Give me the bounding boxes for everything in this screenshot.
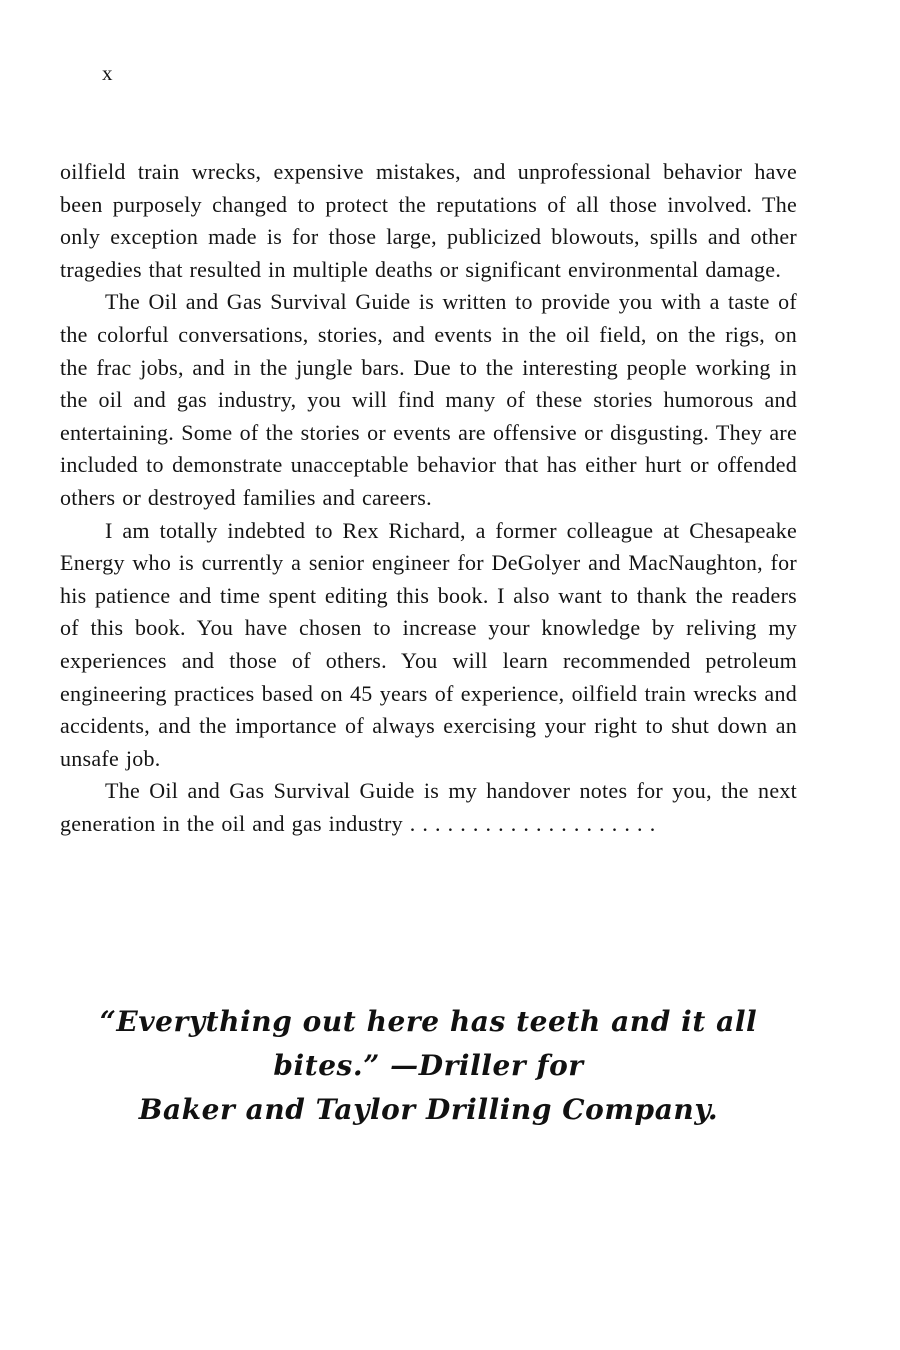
paragraph-1: oilfield train wrecks, expensive mistakes, and unprofessional behavior have been purposely changed to protect the reputations of all those involved. The only exception made is for those large, publicized blowouts, spills and other tragedies that resulted in multiple deaths or significant environmental damage. — [60, 159, 797, 282]
epigraph-line-2: Baker and Taylor Drilling Company. — [138, 1093, 719, 1126]
body-text — [60, 156, 797, 840]
epigraph-quote — [60, 1000, 797, 1132]
paragraph-4: The Oil and Gas Survival Guide is my handover notes for you, the next generation in the oil and gas industry . . . . . . . . . . . . . . . . . . . . — [60, 778, 797, 836]
page-number: x — [102, 61, 113, 85]
epigraph-line-1: “Everything out here has teeth and it all bites.” —Driller for — [99, 1005, 758, 1082]
paragraph-3: I am totally indebted to Rex Richard, a former colleague at Chesapeake Energy who is currently a senior engineer for DeGolyer and MacNaughton, for his patience and time spent editing this book. I also want to thank the readers of this book. You have chosen to increase your knowledge by reliving my experiences and those of others. You will learn recommended petroleum engineering practices based on 45 years of experience, oilfield train wrecks and accidents, and the importance of always exercising your right to shut down an unsafe job. — [60, 517, 797, 771]
paragraph-2: The Oil and Gas Survival Guide is written to provide you with a taste of the colorful conversations, stories, and events in the oil field, on the rigs, on the frac jobs, and in the jungle bars. Due to the interesting people working in the oil and gas industry, you will find many of these stories humorous and entertaining. Some of the stories or events are offensive or disgusting. They are included to demonstrate unacceptable behavior that has either hurt or offended others or destroyed families and careers. — [60, 289, 797, 510]
